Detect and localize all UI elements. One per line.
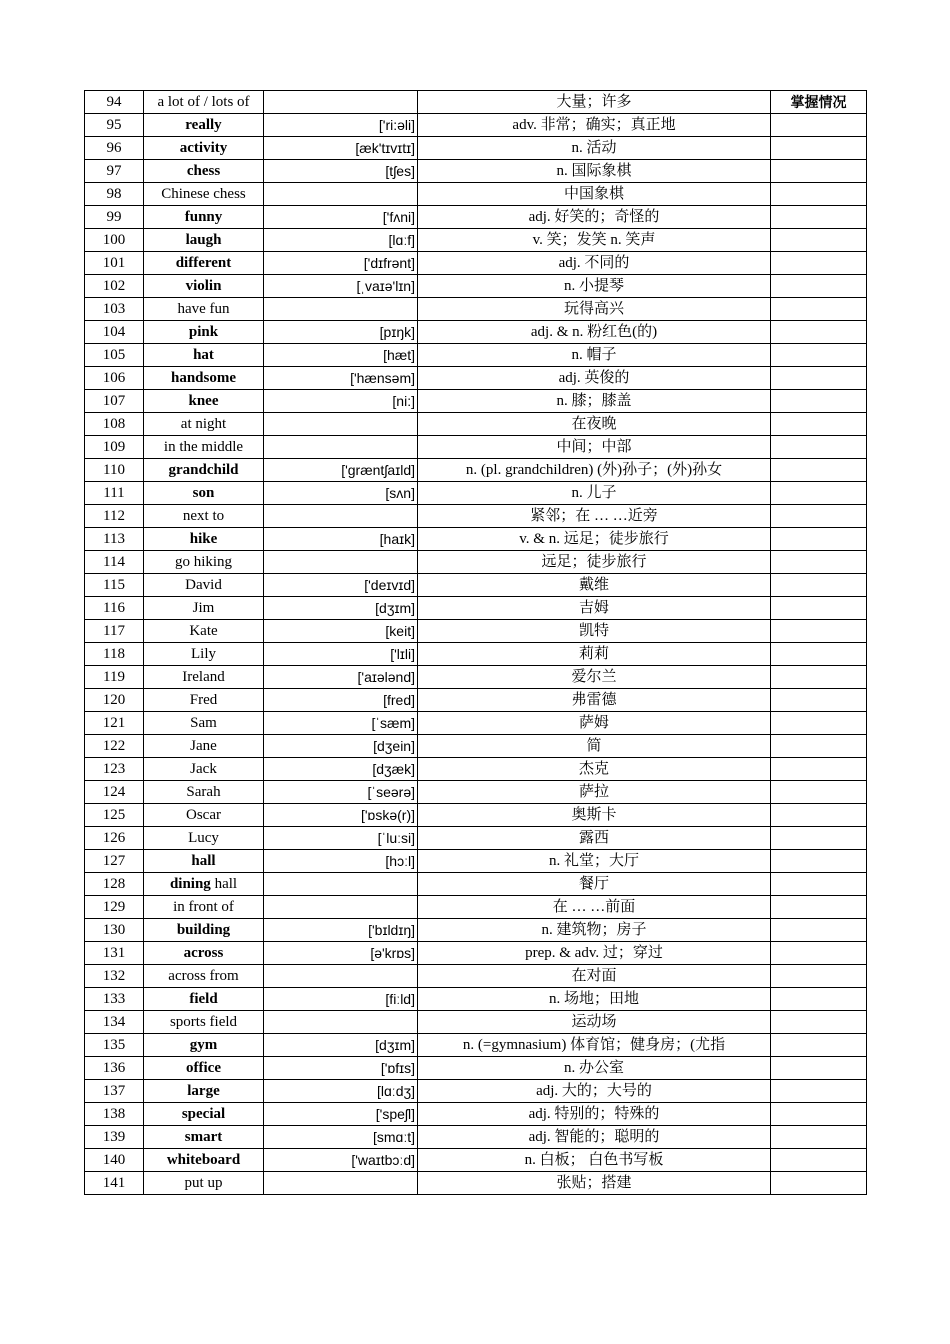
mastery-cell	[771, 505, 867, 528]
table-row	[85, 1126, 867, 1149]
mastery-cell	[771, 482, 867, 505]
row-number: 134	[85, 1011, 144, 1034]
row-number: 115	[85, 574, 144, 597]
mastery-cell	[771, 804, 867, 827]
meaning: 紧邻；在 … …近旁	[418, 505, 771, 528]
row-number: 141	[85, 1172, 144, 1195]
meaning: n. 帽子	[418, 344, 771, 367]
phonetic: ['ɒfɪs]	[264, 1057, 418, 1080]
mastery-cell	[771, 275, 867, 298]
table-row	[85, 781, 867, 804]
meaning: prep. & adv. 过；穿过	[418, 942, 771, 965]
table-row	[85, 758, 867, 781]
vocab-word: Fred	[144, 689, 264, 712]
row-number: 116	[85, 597, 144, 620]
phonetic	[264, 298, 418, 321]
row-number: 127	[85, 850, 144, 873]
vocab-word: large	[144, 1080, 264, 1103]
table-row	[85, 206, 867, 229]
vocab-word: son	[144, 482, 264, 505]
meaning: n. 礼堂；大厅	[418, 850, 771, 873]
vocab-word: Oscar	[144, 804, 264, 827]
vocab-word: special	[144, 1103, 264, 1126]
row-number: 132	[85, 965, 144, 988]
table-row	[85, 804, 867, 827]
table-row	[85, 689, 867, 712]
phonetic: [fiːld]	[264, 988, 418, 1011]
table-row	[85, 390, 867, 413]
meaning: n. 办公室	[418, 1057, 771, 1080]
mastery-cell	[771, 942, 867, 965]
mastery-cell	[771, 850, 867, 873]
meaning: v. & n. 远足；徒步旅行	[418, 528, 771, 551]
vocab-word: violin	[144, 275, 264, 298]
phonetic: [fred]	[264, 689, 418, 712]
vocab-word-rest-part: hall	[210, 876, 238, 892]
mastery-cell	[771, 436, 867, 459]
vocab-word: chess	[144, 160, 264, 183]
table-row	[85, 942, 867, 965]
row-number: 100	[85, 229, 144, 252]
mastery-cell	[771, 919, 867, 942]
table-row	[85, 1172, 867, 1195]
phonetic: [lɑːdʒ]	[264, 1080, 418, 1103]
mastery-cell	[771, 459, 867, 482]
meaning: 在 … …前面	[418, 896, 771, 919]
mastery-cell	[771, 206, 867, 229]
row-number: 105	[85, 344, 144, 367]
phonetic: [haɪk]	[264, 528, 418, 551]
row-number: 126	[85, 827, 144, 850]
row-number: 111	[85, 482, 144, 505]
row-number: 130	[85, 919, 144, 942]
mastery-cell	[771, 413, 867, 436]
vocab-word: in front of	[144, 896, 264, 919]
vocab-word: really	[144, 114, 264, 137]
mastery-cell	[771, 712, 867, 735]
row-number: 122	[85, 735, 144, 758]
table-row	[85, 413, 867, 436]
mastery-cell	[771, 574, 867, 597]
vocab-word: laugh	[144, 229, 264, 252]
mastery-cell	[771, 1057, 867, 1080]
table-row	[85, 620, 867, 643]
vocab-word: knee	[144, 390, 264, 413]
mastery-cell	[771, 666, 867, 689]
row-number: 133	[85, 988, 144, 1011]
vocab-word: pink	[144, 321, 264, 344]
vocab-word: Kate	[144, 620, 264, 643]
vocab-word: Sarah	[144, 781, 264, 804]
phonetic: [keit]	[264, 620, 418, 643]
vocab-word: Chinese chess	[144, 183, 264, 206]
table-row	[85, 827, 867, 850]
table-row	[85, 643, 867, 666]
vocab-word: at night	[144, 413, 264, 436]
table-row	[85, 551, 867, 574]
meaning: 莉莉	[418, 643, 771, 666]
mastery-cell	[771, 114, 867, 137]
table-row	[85, 229, 867, 252]
mastery-cell	[771, 390, 867, 413]
meaning: 简	[418, 735, 771, 758]
table-row	[85, 91, 867, 114]
vocab-word: field	[144, 988, 264, 1011]
table-row	[85, 137, 867, 160]
row-number: 103	[85, 298, 144, 321]
mastery-cell	[771, 1011, 867, 1034]
row-number: 128	[85, 873, 144, 896]
row-number: 95	[85, 114, 144, 137]
table-row	[85, 965, 867, 988]
row-number: 118	[85, 643, 144, 666]
table-row	[85, 712, 867, 735]
meaning: n. 小提琴	[418, 275, 771, 298]
vocab-word: grandchild	[144, 459, 264, 482]
phonetic: [ˈsæm]	[264, 712, 418, 735]
table-row	[85, 850, 867, 873]
mastery-cell	[771, 758, 867, 781]
vocab-word: hat	[144, 344, 264, 367]
phonetic: [tʃes]	[264, 160, 418, 183]
meaning: 萨拉	[418, 781, 771, 804]
table-row	[85, 528, 867, 551]
meaning: 奥斯卡	[418, 804, 771, 827]
row-number: 129	[85, 896, 144, 919]
phonetic: [ˈseərə]	[264, 781, 418, 804]
phonetic: ['speʃl]	[264, 1103, 418, 1126]
mastery-cell	[771, 1034, 867, 1057]
vocab-word: smart	[144, 1126, 264, 1149]
row-number: 113	[85, 528, 144, 551]
phonetic: ['fʌni]	[264, 206, 418, 229]
phonetic	[264, 1011, 418, 1034]
meaning: adj. 特别的；特殊的	[418, 1103, 771, 1126]
vocab-word: a lot of / lots of	[144, 91, 264, 114]
table-row	[85, 1057, 867, 1080]
meaning: n. 场地；田地	[418, 988, 771, 1011]
mastery-cell	[771, 988, 867, 1011]
table-row	[85, 1034, 867, 1057]
phonetic	[264, 183, 418, 206]
table-row	[85, 597, 867, 620]
phonetic: ['hænsəm]	[264, 367, 418, 390]
vocab-word: whiteboard	[144, 1149, 264, 1172]
row-number: 108	[85, 413, 144, 436]
meaning: 戴维	[418, 574, 771, 597]
table-row	[85, 298, 867, 321]
table-row	[85, 252, 867, 275]
mastery-cell	[771, 1103, 867, 1126]
meaning: adj. & n. 粉红色(的)	[418, 321, 771, 344]
mastery-cell	[771, 229, 867, 252]
phonetic	[264, 91, 418, 114]
mastery-cell	[771, 160, 867, 183]
meaning: 凯特	[418, 620, 771, 643]
vocab-word: funny	[144, 206, 264, 229]
meaning: 远足；徒步旅行	[418, 551, 771, 574]
row-number: 120	[85, 689, 144, 712]
vocab-word: sports field	[144, 1011, 264, 1034]
meaning: 张贴；搭建	[418, 1172, 771, 1195]
vocab-word: building	[144, 919, 264, 942]
vocab-word: gym	[144, 1034, 264, 1057]
vocab-word: across from	[144, 965, 264, 988]
phonetic	[264, 436, 418, 459]
row-number: 109	[85, 436, 144, 459]
mastery-cell	[771, 551, 867, 574]
mastery-cell	[771, 896, 867, 919]
meaning: v. 笑；发笑 n. 笑声	[418, 229, 771, 252]
table-row	[85, 896, 867, 919]
vocab-word: Jane	[144, 735, 264, 758]
phonetic: [smɑːt]	[264, 1126, 418, 1149]
vocab-word: go hiking	[144, 551, 264, 574]
meaning: 中间；中部	[418, 436, 771, 459]
table-row	[85, 873, 867, 896]
phonetic: [æk'tɪvɪtɪ]	[264, 137, 418, 160]
meaning: 大量；许多	[418, 91, 771, 114]
mastery-cell	[771, 827, 867, 850]
table-row	[85, 321, 867, 344]
vocab-word: Jim	[144, 597, 264, 620]
mastery-cell	[771, 620, 867, 643]
phonetic	[264, 896, 418, 919]
phonetic: ['aɪələnd]	[264, 666, 418, 689]
meaning: 运动场	[418, 1011, 771, 1034]
mastery-cell	[771, 528, 867, 551]
phonetic: ['deɪvɪd]	[264, 574, 418, 597]
meaning: 弗雷德	[418, 689, 771, 712]
row-number: 97	[85, 160, 144, 183]
table-row	[85, 367, 867, 390]
row-number: 135	[85, 1034, 144, 1057]
table-row	[85, 735, 867, 758]
mastery-cell	[771, 367, 867, 390]
phonetic: ['bɪldɪŋ]	[264, 919, 418, 942]
row-number: 110	[85, 459, 144, 482]
phonetic: ['dɪfrənt]	[264, 252, 418, 275]
table-row	[85, 344, 867, 367]
meaning: n. 活动	[418, 137, 771, 160]
vocab-word: Sam	[144, 712, 264, 735]
mastery-cell	[771, 643, 867, 666]
mastery-cell	[771, 781, 867, 804]
mastery-cell	[771, 183, 867, 206]
table-row	[85, 505, 867, 528]
row-number: 96	[85, 137, 144, 160]
row-number: 125	[85, 804, 144, 827]
row-number: 94	[85, 91, 144, 114]
vocab-word: activity	[144, 137, 264, 160]
row-number: 138	[85, 1103, 144, 1126]
row-number: 124	[85, 781, 144, 804]
row-number: 137	[85, 1080, 144, 1103]
phonetic: ['ɡræntʃaɪld]	[264, 459, 418, 482]
table-row	[85, 275, 867, 298]
table-row	[85, 114, 867, 137]
table-row	[85, 482, 867, 505]
mastery-cell	[771, 873, 867, 896]
row-number: 121	[85, 712, 144, 735]
meaning: adj. 不同的	[418, 252, 771, 275]
phonetic	[264, 1172, 418, 1195]
vocabulary-table-body	[85, 91, 867, 1195]
table-row	[85, 1011, 867, 1034]
row-number: 131	[85, 942, 144, 965]
row-number: 102	[85, 275, 144, 298]
meaning: 萨姆	[418, 712, 771, 735]
meaning: 露西	[418, 827, 771, 850]
meaning: n. 膝；膝盖	[418, 390, 771, 413]
phonetic	[264, 551, 418, 574]
vocab-word-bold-part: dining	[169, 876, 211, 892]
meaning: n. 建筑物；房子	[418, 919, 771, 942]
vocab-word: have fun	[144, 298, 264, 321]
meaning: 爱尔兰	[418, 666, 771, 689]
row-number: 112	[85, 505, 144, 528]
meaning: adj. 好笑的；奇怪的	[418, 206, 771, 229]
vocab-word: Lucy	[144, 827, 264, 850]
vocab-word: David	[144, 574, 264, 597]
meaning: n. 白板； 白色书写板	[418, 1149, 771, 1172]
vocabulary-table	[84, 90, 867, 1195]
vocab-word: Jack	[144, 758, 264, 781]
phonetic: [ə'krɒs]	[264, 942, 418, 965]
phonetic: ['waɪtbɔːd]	[264, 1149, 418, 1172]
mastery-cell	[771, 1172, 867, 1195]
table-row	[85, 183, 867, 206]
phonetic	[264, 965, 418, 988]
meaning: 中国象棋	[418, 183, 771, 206]
phonetic: [hɔːl]	[264, 850, 418, 873]
row-number: 101	[85, 252, 144, 275]
row-number: 139	[85, 1126, 144, 1149]
phonetic: [sʌn]	[264, 482, 418, 505]
row-number: 107	[85, 390, 144, 413]
vocab-word: hall	[144, 850, 264, 873]
mastery-cell	[771, 965, 867, 988]
vocab-word: office	[144, 1057, 264, 1080]
meaning: adj. 大的；大号的	[418, 1080, 771, 1103]
vocab-word: across	[144, 942, 264, 965]
phonetic: [ni:]	[264, 390, 418, 413]
mastery-cell	[771, 1080, 867, 1103]
phonetic: [dʒɪm]	[264, 597, 418, 620]
mastery-cell	[771, 597, 867, 620]
phonetic: [ˌvaɪə'lɪn]	[264, 275, 418, 298]
mastery-cell	[771, 344, 867, 367]
row-number: 98	[85, 183, 144, 206]
meaning: 在对面	[418, 965, 771, 988]
table-row	[85, 988, 867, 1011]
meaning: 在夜晚	[418, 413, 771, 436]
phonetic	[264, 505, 418, 528]
meaning: adj. 智能的；聪明的	[418, 1126, 771, 1149]
meaning: n. 国际象棋	[418, 160, 771, 183]
table-row	[85, 666, 867, 689]
phonetic: ['ri:əli]	[264, 114, 418, 137]
row-number: 106	[85, 367, 144, 390]
table-row	[85, 436, 867, 459]
meaning: 吉姆	[418, 597, 771, 620]
mastery-cell	[771, 137, 867, 160]
phonetic	[264, 413, 418, 436]
mastery-cell	[771, 689, 867, 712]
meaning: adv. 非常；确实；真正地	[418, 114, 771, 137]
row-number: 99	[85, 206, 144, 229]
mastery-cell	[771, 298, 867, 321]
mastery-cell	[771, 321, 867, 344]
row-number: 140	[85, 1149, 144, 1172]
phonetic: [ˈluːsi]	[264, 827, 418, 850]
phonetic: ['ɒskə(r)]	[264, 804, 418, 827]
table-row	[85, 1149, 867, 1172]
vocab-word	[144, 873, 264, 896]
mastery-cell	[771, 1126, 867, 1149]
row-number: 117	[85, 620, 144, 643]
row-number: 114	[85, 551, 144, 574]
row-number: 119	[85, 666, 144, 689]
row-number: 136	[85, 1057, 144, 1080]
phonetic: [lɑːf]	[264, 229, 418, 252]
vocab-word: in the middle	[144, 436, 264, 459]
table-row	[85, 1103, 867, 1126]
vocab-word: Lily	[144, 643, 264, 666]
row-number: 123	[85, 758, 144, 781]
meaning: 餐厅	[418, 873, 771, 896]
phonetic: [pɪŋk]	[264, 321, 418, 344]
vocab-word: put up	[144, 1172, 264, 1195]
table-row	[85, 1080, 867, 1103]
phonetic: [dʒɪm]	[264, 1034, 418, 1057]
vocab-word: hike	[144, 528, 264, 551]
vocab-word: handsome	[144, 367, 264, 390]
table-row	[85, 160, 867, 183]
meaning: 杰克	[418, 758, 771, 781]
phonetic: [dʒæk]	[264, 758, 418, 781]
meaning: n. (pl. grandchildren) (外)孙子；(外)孙女	[418, 459, 771, 482]
meaning: 玩得高兴	[418, 298, 771, 321]
meaning: adj. 英俊的	[418, 367, 771, 390]
mastery-cell	[771, 735, 867, 758]
phonetic: ['lɪli]	[264, 643, 418, 666]
mastery-cell	[771, 1149, 867, 1172]
vocab-word: Ireland	[144, 666, 264, 689]
table-row	[85, 919, 867, 942]
meaning: n. 儿子	[418, 482, 771, 505]
phonetic: [hæt]	[264, 344, 418, 367]
row-number: 104	[85, 321, 144, 344]
vocab-word: next to	[144, 505, 264, 528]
table-row	[85, 574, 867, 597]
mastery-header: 掌握情况	[771, 91, 867, 114]
vocab-word: different	[144, 252, 264, 275]
phonetic: [dʒein]	[264, 735, 418, 758]
table-row	[85, 459, 867, 482]
meaning: n. (=gymnasium) 体育馆；健身房；(尤指	[418, 1034, 771, 1057]
mastery-cell	[771, 252, 867, 275]
phonetic	[264, 873, 418, 896]
